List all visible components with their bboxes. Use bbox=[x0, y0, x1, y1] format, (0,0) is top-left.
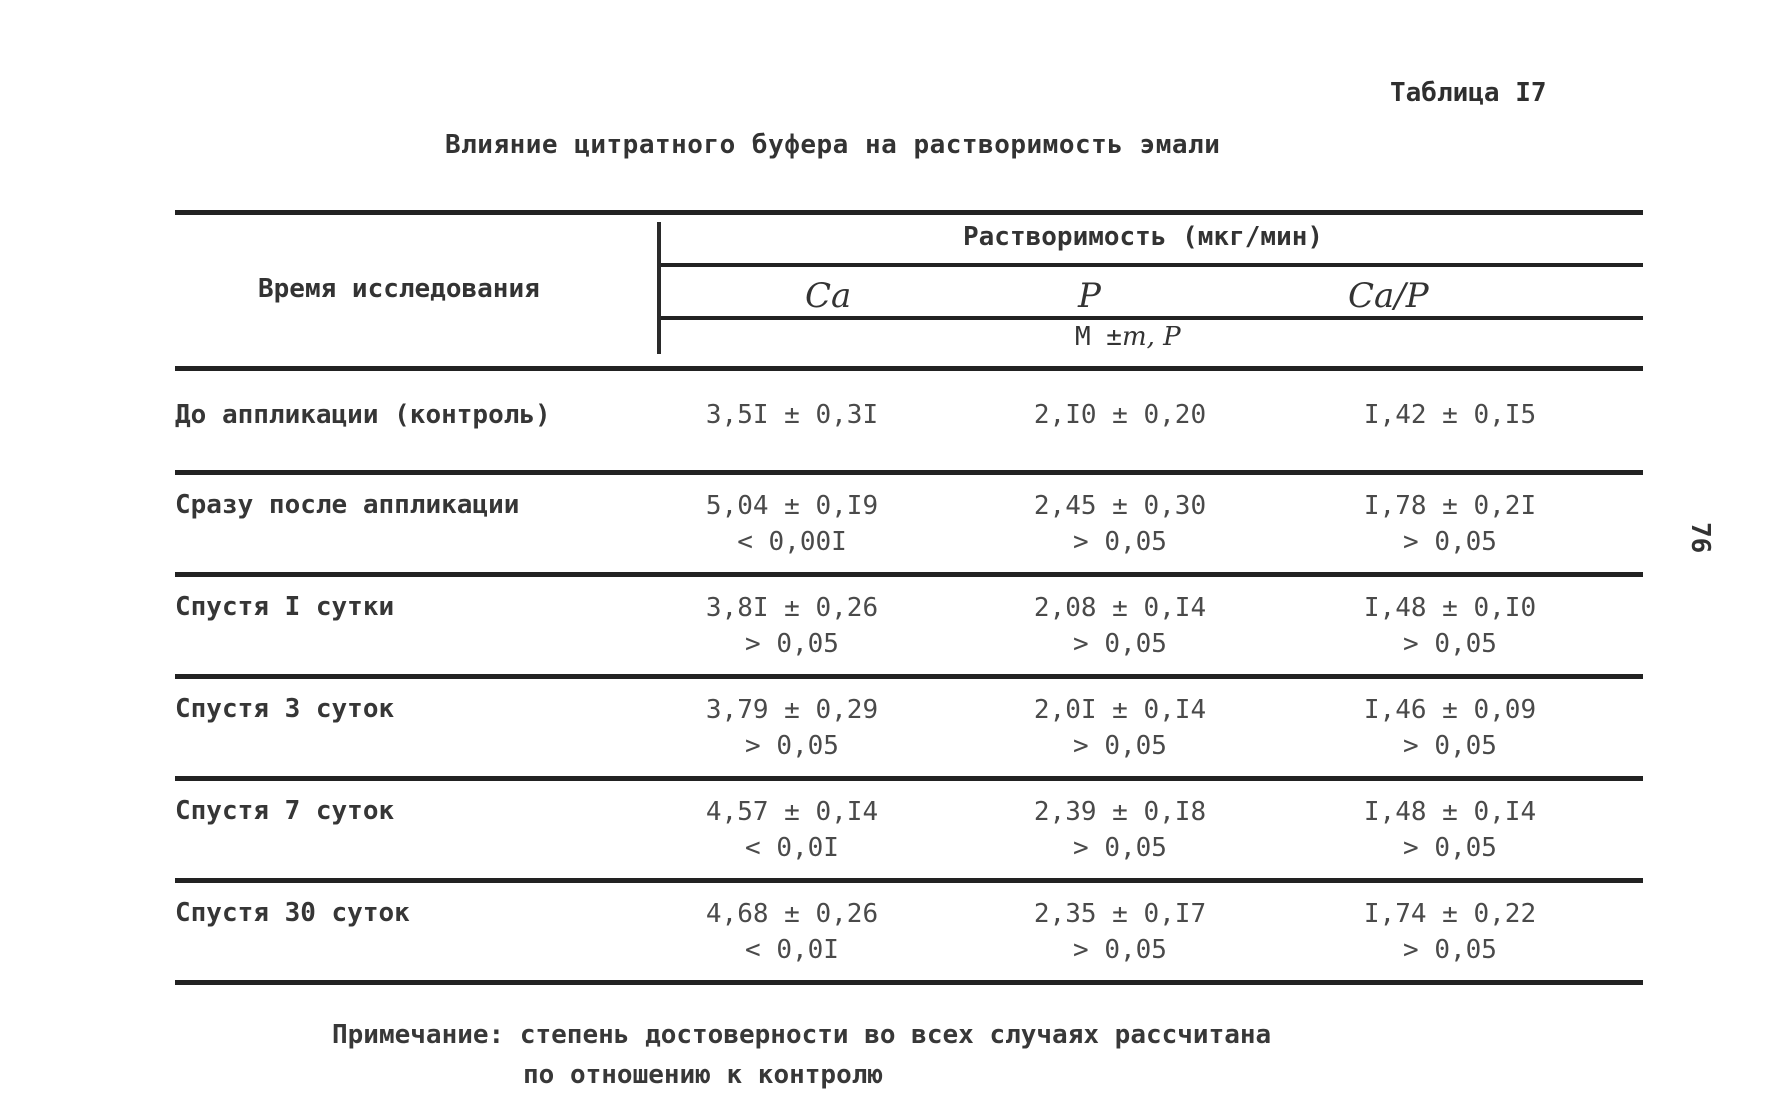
cell-value: 5,04 ± 0,I9 bbox=[705, 491, 879, 521]
cell-ca bbox=[672, 590, 912, 662]
cell-p-value: < 0,0I bbox=[745, 935, 839, 965]
cell-p bbox=[1000, 896, 1240, 968]
cell-p-value: < 0,0I bbox=[745, 833, 839, 863]
cell-value: 2,08 ± 0,I4 bbox=[1033, 593, 1207, 623]
header-mean-error bbox=[1075, 322, 1181, 352]
cell-value: I,48 ± 0,I0 bbox=[1363, 593, 1537, 623]
cell-value: 2,39 ± 0,I8 bbox=[1033, 797, 1207, 827]
row-rule-1 bbox=[175, 470, 1643, 475]
header-mean-symbol: М ± bbox=[1075, 322, 1122, 352]
footnote-line-1: Примечание: степень достоверности во всех случаях рассчитана bbox=[332, 1020, 1272, 1050]
cell-value: 2,I0 ± 0,20 bbox=[1033, 400, 1207, 430]
header-ca-p: Ca/P bbox=[1348, 276, 1429, 316]
cell-ca bbox=[672, 397, 912, 433]
cell-p bbox=[1000, 794, 1240, 866]
cell-ca bbox=[672, 692, 912, 764]
cell-value: 4,57 ± 0,I4 bbox=[705, 797, 879, 827]
cell-p bbox=[1000, 590, 1240, 662]
cell-p bbox=[1000, 397, 1240, 433]
row-rule-2 bbox=[175, 572, 1643, 577]
cell-value: I,46 ± 0,09 bbox=[1363, 695, 1537, 725]
cell-p bbox=[1000, 488, 1240, 560]
cell-ca bbox=[672, 488, 912, 560]
header-solubility: Растворимость (мкг/мин) bbox=[963, 222, 1324, 252]
cell-value: 3,79 ± 0,29 bbox=[705, 695, 879, 725]
row-label: Спустя 30 суток bbox=[175, 898, 410, 928]
cell-p bbox=[1000, 692, 1240, 764]
cell-value: I,78 ± 0,2I bbox=[1363, 491, 1537, 521]
row-rule-5 bbox=[175, 878, 1643, 883]
cell-value: I,42 ± 0,I5 bbox=[1363, 400, 1537, 430]
cell-ca bbox=[672, 896, 912, 968]
cell-ca-p bbox=[1330, 896, 1570, 968]
row-label: Сразу после аппликации bbox=[175, 490, 520, 520]
cell-p-value: > 0,05 bbox=[1073, 527, 1167, 557]
cell-p-value: > 0,05 bbox=[1073, 731, 1167, 761]
cell-p-value: > 0,05 bbox=[1403, 935, 1497, 965]
header-ca: Ca bbox=[805, 276, 852, 316]
header-error-symbol: m bbox=[1121, 322, 1147, 352]
cell-p-value: > 0,05 bbox=[745, 731, 839, 761]
footnote-line-2: по отношению к контролю bbox=[523, 1060, 884, 1090]
cell-ca bbox=[672, 794, 912, 866]
row-label: До аппликации (контроль) bbox=[175, 400, 551, 430]
row-label: Спустя 7 суток bbox=[175, 796, 395, 826]
row-label: Спустя 3 суток bbox=[175, 694, 395, 724]
cell-p-value: > 0,05 bbox=[1073, 629, 1167, 659]
row-rule-3 bbox=[175, 674, 1643, 679]
cell-ca-p bbox=[1330, 794, 1570, 866]
table-title: Влияние цитратного буфера на растворимость эмали bbox=[445, 130, 1221, 160]
top-rule bbox=[175, 210, 1643, 215]
bottom-rule bbox=[175, 980, 1643, 985]
cell-p-value: > 0,05 bbox=[745, 629, 839, 659]
cell-value: 3,8I ± 0,26 bbox=[705, 593, 879, 623]
cell-value: I,48 ± 0,I4 bbox=[1363, 797, 1537, 827]
header-rule-1 bbox=[661, 263, 1643, 267]
cell-value: 4,68 ± 0,26 bbox=[705, 899, 879, 929]
row-rule-4 bbox=[175, 776, 1643, 781]
page-number: 76 bbox=[1685, 522, 1715, 554]
table-number: Таблица I7 bbox=[1390, 78, 1547, 108]
header-rule-2 bbox=[661, 316, 1643, 320]
cell-p-value: > 0,05 bbox=[1403, 629, 1497, 659]
cell-value: 2,35 ± 0,I7 bbox=[1033, 899, 1207, 929]
cell-value: I,74 ± 0,22 bbox=[1363, 899, 1537, 929]
cell-ca-p bbox=[1330, 488, 1570, 560]
cell-ca-p bbox=[1330, 397, 1570, 433]
cell-p-value: > 0,05 bbox=[1073, 833, 1167, 863]
cell-p-value: > 0,05 bbox=[1403, 527, 1497, 557]
cell-p-value: > 0,05 bbox=[1403, 833, 1497, 863]
cell-p-value: < 0,00I bbox=[737, 527, 847, 557]
cell-ca-p bbox=[1330, 692, 1570, 764]
header-divider bbox=[657, 222, 661, 354]
header-p-symbol: , P bbox=[1146, 322, 1181, 352]
cell-ca-p bbox=[1330, 590, 1570, 662]
cell-p-value: > 0,05 bbox=[1073, 935, 1167, 965]
cell-value: 2,0I ± 0,I4 bbox=[1033, 695, 1207, 725]
cell-p-value: > 0,05 bbox=[1403, 731, 1497, 761]
cell-value: 3,5I ± 0,3I bbox=[705, 400, 879, 430]
header-p: P bbox=[1078, 276, 1101, 316]
cell-value: 2,45 ± 0,30 bbox=[1033, 491, 1207, 521]
header-time: Время исследования bbox=[258, 274, 540, 304]
row-label: Спустя I сутки bbox=[175, 592, 395, 622]
header-bottom-rule bbox=[175, 366, 1643, 371]
